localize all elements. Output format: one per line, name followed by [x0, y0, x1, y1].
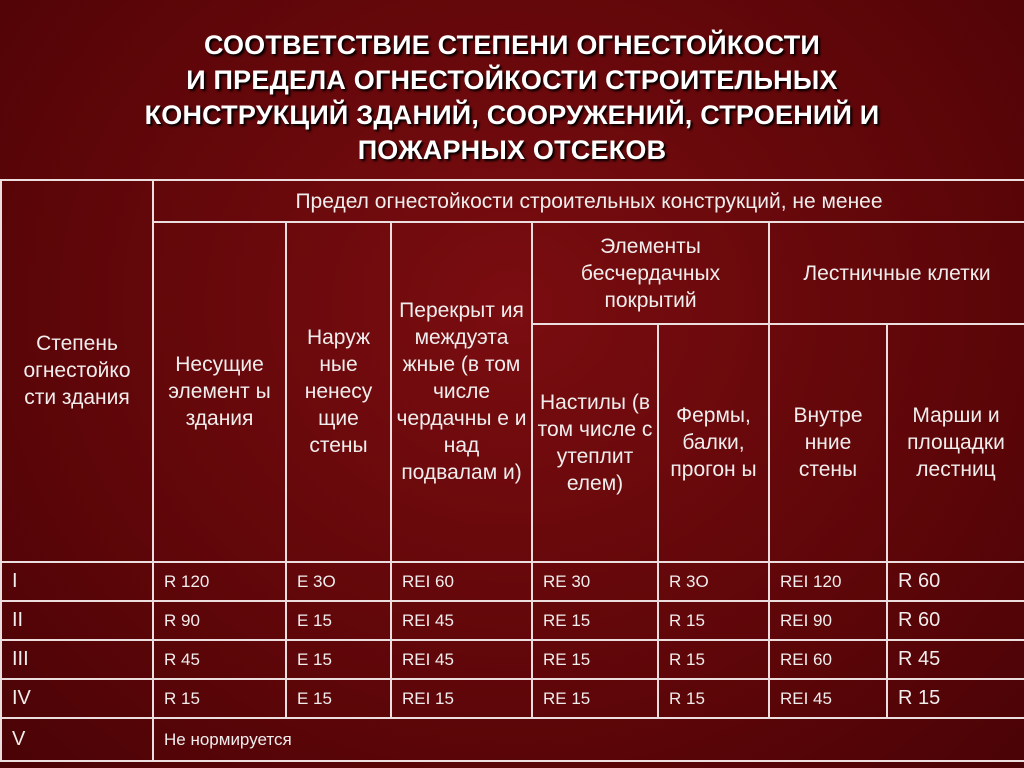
degree-cell: I: [1, 562, 153, 601]
title-line-1: СООТВЕТСТВИЕ СТЕПЕНИ ОГНЕСТОЙКОСТИ: [203, 30, 821, 60]
table-cell: E 3O: [286, 562, 391, 601]
table-cell: E 15: [286, 601, 391, 640]
table-cell: R 45: [887, 640, 1024, 679]
title-line-2: И ПРЕДЕЛА ОГНЕСТОЙКОСТИ СТРОИТЕЛЬНЫХ: [186, 65, 838, 95]
table-cell: E 15: [286, 640, 391, 679]
header-col-floors: Перекрыт ия междуэта жные (в том числе чердачны е и над подвалам и): [391, 222, 532, 562]
degree-cell: III: [1, 640, 153, 679]
table-cell: R 3O: [658, 562, 769, 601]
table-cell: REI 60: [391, 562, 532, 601]
table-cell: E 15: [286, 679, 391, 718]
header-group-stairs: Лестничные клетки: [769, 222, 1024, 324]
table-row: [1, 718, 1024, 761]
not-regulated-cell: Не нормируется: [153, 718, 1024, 761]
table-row: [1, 562, 1024, 601]
degree-cell: IV: [1, 679, 153, 718]
header-limit: Предел огнестойкости строительных конструкций, не менее: [153, 180, 1024, 222]
header-col-decking: Настилы (в том числе с утеплит елем): [532, 324, 658, 561]
table-cell: R 120: [153, 562, 286, 601]
table-cell: R 15: [887, 679, 1024, 718]
table-cell: R 15: [658, 601, 769, 640]
table-row: [1, 601, 1024, 640]
table-cell: REI 45: [769, 679, 887, 718]
table-cell: R 90: [153, 601, 286, 640]
table-row: [1, 679, 1024, 718]
table-cell: RE 30: [532, 562, 658, 601]
header-col-internal-walls: Внутре нние стены: [769, 324, 887, 561]
table-cell: R 15: [153, 679, 286, 718]
table-cell: RE 15: [532, 679, 658, 718]
header-group-roof: Элементы бесчердачных покрытий: [532, 222, 769, 324]
header-col-stairs: Марши и площадки лестниц: [887, 324, 1024, 561]
table-cell: R 60: [887, 601, 1024, 640]
table-cell: REI 15: [391, 679, 532, 718]
table-row: [1, 640, 1024, 679]
table-cell: REI 45: [391, 640, 532, 679]
table-cell: RE 15: [532, 640, 658, 679]
title-line-3: КОНСТРУКЦИЙ ЗДАНИЙ, СООРУЖЕНИЙ, СТРОЕНИЙ И: [144, 100, 880, 130]
table-cell: REI 45: [391, 601, 532, 640]
page-title: [0, 28, 1024, 168]
fire-resistance-table: [0, 179, 1024, 762]
degree-cell: II: [1, 601, 153, 640]
header-col-bearing: Несущие элемент ы здания: [153, 222, 286, 562]
table-cell: R 45: [153, 640, 286, 679]
header-col-external-walls: Наруж ные ненесу щие стены: [286, 222, 391, 562]
table-cell: R 15: [658, 640, 769, 679]
table-cell: R 60: [887, 562, 1024, 601]
table-cell: REI 90: [769, 601, 887, 640]
table-cell: R 15: [658, 679, 769, 718]
table-cell: RE 15: [532, 601, 658, 640]
table-cell: REI 60: [769, 640, 887, 679]
title-line-4: ПОЖАРНЫХ ОТСЕКОВ: [357, 135, 667, 165]
degree-cell: V: [1, 718, 153, 761]
header-col-trusses: Фермы, балки, прогон ы: [658, 324, 769, 561]
table-cell: REI 120: [769, 562, 887, 601]
header-degree: Степень огнестойко сти здания: [1, 180, 153, 562]
